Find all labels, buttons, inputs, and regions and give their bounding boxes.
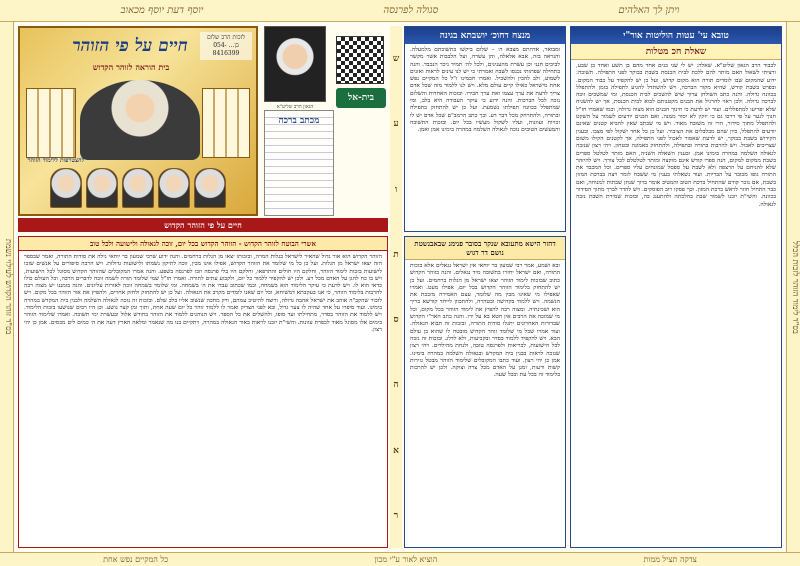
strip-letter: ת	[393, 249, 399, 260]
strip-letter: ע	[393, 119, 399, 130]
handwritten-letter	[264, 110, 334, 216]
top-band-center: סגולה לפרנסה	[383, 5, 439, 16]
promo-title-bar: חיים על פי הזוהר הקדוש	[18, 218, 388, 232]
rabbi-face	[158, 168, 190, 208]
beit-el-logo: בית-אל	[336, 88, 386, 108]
left-article-header: אשרי הבוטח לזוהר הקדוש - הזוהר הקדוש בכל יום, זוכה לגאולה ולישועה ולכל טוב	[19, 237, 387, 251]
rabbi-face	[194, 168, 226, 208]
top-band-left: ויתן לך האלהים	[618, 5, 680, 16]
top-band-right: יוסף דעת יוסף מכאוב	[120, 5, 204, 16]
middle-bottom-article	[404, 236, 566, 548]
zohar-poster	[18, 26, 258, 216]
bottom-band-center: הוציא לאור ע"י מכון	[374, 555, 438, 564]
right-border	[786, 22, 800, 552]
left-article	[18, 236, 388, 548]
left-border-text: בס"ד זוהר הקדוש לעילוי נשמת	[4, 239, 13, 335]
strip-letter: ש	[392, 54, 400, 65]
poster-caption: להצטרפות ללימוד הזוהר	[27, 157, 85, 164]
strip-letter: א	[393, 445, 399, 456]
right-article-header: טובא עי' עטות הוליטות אור"י	[571, 27, 781, 44]
rabbi-face	[122, 168, 154, 208]
bottom-decorative-band	[0, 552, 800, 566]
strip-letter: ו	[394, 184, 398, 195]
rabbi-photo-caption: הגאון הרב שליט"א	[276, 104, 314, 110]
rabbis-row	[26, 168, 250, 208]
middle-top-header: מנצח דחוכ׳ יושבתא בגינה	[405, 27, 565, 44]
strip-letter: ס	[393, 315, 399, 326]
left-article-body: הזוהר הקדוש הוא אור גדול שהאיר לישראל בגלות המרה, ובזכותו יצאו מן הגלות ברחמים. והנה ידוע שרבי שמעון בר יוחאי גילה את סודות התורה, ואמר שבספר הזה יצאו ישראל מן הגלות. ועל כן כל מי שלומד את הזוהר הקדוש, אפילו אינו מבין, זוכה לתיקון נשמתו ולישועות גדולות. ויש הרבה סיפורים על אנשים שזכו לישועות בזכות לימוד הזוהר, וחלקם היו חולים והתרפאו, וחלקם היו בלי פרנסה וזכו לפרנסה בשפע. והנה אמרו המקובלים שהזוהר הקדוש מסוגל לכל הישועות, ויש בו כח להגן על האדם מכל רע. ולכן יש להקפיד ללמוד כל יום, ולקבוע עתים לתורה. ואמרו חז"ל שמי שלומד תורה לשמה זוכה לדברים הרבה, וכל העולם כולו כדאי הוא לו. ויש לדעת כי עיקר הלימוד הוא בשמחה, וכמו שכתוב עבדו את ה׳ בשמחה. ומי שלומד בשמחה זוכה לאורות עליונים. והנה בזמננו יש מצוה רבה להרבות בלימוד הזוהר, כי אנו בעקבתא דמשיחא, וכל יום שאנו לומדים מקרב את הגאולה. ועל כן יש להתחזק ולחזק אחרים, ולהפיץ את אור הזוהר בכל מקום. ויש לזכור שהקב"ה אוהב את ישראל אהבה גדולה, ורוצה להיטיב עמהם, ורק מחכה שנשוב אליו בלב שלם. ובזכות זה נזכה לגאולה השלמה ולבנין בית המקדש במהרה בימינו. ועוד סיפרו על אחד שהיה לו צער גדול, ובא לפני הצדיק ואמר לו ללמוד זוהר כל יום שעה אחת, ותוך זמן קצר נושע. וכן היו רבים שנושעו בזכות הלימוד. ויש ללמוד את הזוהר בסדר, מתחילתו ועד סופו, ולהשלים את כל הספר. ויש הנוהגים ללמוד את הזוהר בחודש אלול ובעשרת ימי תשובה. ואמרו שלימוד הזוהר בימים אלו מסוגל מאוד לכפרת עוונות. והשי"ת יזכנו לראות באור הגאולה במהרה, ויתקיים בנו מה שנאמר ומלאה הארץ דעה את ה׳ כמים לים מכסים. אמן כן יהי רצון.	[24, 254, 382, 333]
rabbi-face	[86, 168, 118, 208]
strip-letter: ה	[393, 380, 399, 391]
right-article	[570, 26, 782, 548]
top-decorative-band	[0, 0, 800, 22]
books-image	[26, 88, 76, 158]
middle-bottom-header: דהזר הישא מתעובא שנקר בסובר פנימנ שבאבנשטת נושם דר דגוש	[405, 237, 565, 260]
left-border	[0, 22, 14, 552]
rabbi-portrait	[80, 80, 200, 160]
letter-stamp: מכתב ברכה	[278, 116, 320, 126]
middle-top-body: ומבואר, אדהתם מצבא ה׳ – שלום ביקשו בתשובתם מלמעלה. והנראה בזה, אבא אלאלה, והן עשרה, ועל הלבבות אשר מקשר לביבים חנני וכן עשרת מהענינים, ולכל לה׳ תמיד ניכר הנכבד. והנה בתחילה שפתותי נכנסו לשבח ואמרתי כי יש לנו עינים לראות ואזנים לשמוע, ולב להבין ולהשכיל. ואמרו חכמינו ז"ל כל המקיים נפש אחת מישראל כאילו קיים עולם מלא. ויש לנו ללמוד מזה שכל אדם צריך לדעת את ערך עצמו ואת ערך חבירו. ובזכות האחדות והשלום נזכה לכל הברכות. והנה ידוע כי עיקר העבודה היא בלב, ומי שמתפלל בכוונה תפילתו נשמעת. ועל כן יש להתחזק בתפילה ובתורה, ולהתרחק מכל דבר רע. וכך כתב הרמב"ם שכל אדם יש לו זכויות ועוונות, ועליו לשקול מעשיו בכל יום. ובזכות התשובה והמעשים הטובים נזכה לגאולה השלמה במהרה בימינו אמן ואמן.	[410, 47, 560, 134]
right-article-body: לכבוד הרב הגאון שליט"א. שאלה: יש לי שני בנים אחד מהם בן תשע ואחד בן שבע, ורציתי לשאול האם מותר להם ללכת לבית הכנסת בשבת בבוקר לפני התפילה. תשובה: ידוע שהמקום שבו לומדים תורה הוא מקום קדוש, ועל כן יש להקפיד על כבוד המקום. ובפרט בשבת קודש, שהיא מקור הברכה, ויש להשתדל להגיע לתפילה בזמן ולהתפלל בכוונה גדולה. והנה כתב השולחן ערוך שיש להשכים לבית הכנסת, ומי שמשכים זוכה לברכה גדולה. ולכן ראוי להרגיל את הבנים מקטנותם לבוא לבית הכנסת, אך יש להשגיח שלא יפריעו למתפללים. ועוד יש לדעת כי חינוך הבנים הוא מצוה גדולה, וכמו שאמרו חז"ל חנוך לנער על פי דרכו גם כי יזקין לא יסור ממנה. ואם הבנים יודעים לשמור על השקט ולהתפלל מתוך סידור, הרי זה משובח מאוד. ויש מי שכתב שאין להביא קטנים שאינם יודעים להתפלל, כיון שהם מבלבלים את הציבור. ועל כן כל אחד ישקול לפי מצבו. ובענין הקידוש בשבת בבוקר, יש לדעת שאסור לאכול לפני התפילה, אך לקטנים הקילו משום שצריכים לאכול. ויש להרבות בתורה ובתפילה, ולהתחזק באמונה ובטחון. ויהי רצון שנזכה לגאולה השלמה במהרה בימינו אמן. ובענין השאלה השניה, האם מותר לטלטל ספרים בשבת ממקום למקום, הנה ספרי קודש אינם מוקצה ומותר לטלטלם לכל צורך. ויש להיזהר שלא להניחם על הרצפה ולא לשבת על ספסל שמונחים עליו ספרים. וכל המכבד את התורה גופו מכובד על הבריות. ועוד נשאלתי בענין מי ששכח לומר רצה בברכת המזון בשבת, אם נזכר קודם שהתחיל ברכת הטוב והמטיב אומר ברוך שנתן שבתות למנוחה, ואם כבר התחיל חוזר לראש ברכת המזון. וכך פסקו רוב הפוסקים. ויש להדר לברך מתוך הסידור בכוונה. והשי"ת יזכנו לשמור שבת כהלכתה ולהתענג בה, ובזכות שמירת השבת נזכה לגאולה.	[576, 63, 776, 208]
rabbi-photo	[264, 26, 326, 102]
poster-subtitle: בית הוראה לזוהר הקדוש	[92, 62, 170, 72]
strip-letter: ר	[393, 510, 399, 521]
right-article-subheader: שאלת חכ מטלות	[571, 44, 781, 60]
promo-area	[18, 26, 388, 234]
bottom-band-left: צדקה תציל ממות	[643, 555, 697, 564]
right-border-text: בס"ד לימוד הזוהר לזכות הכלל	[791, 240, 800, 334]
bottom-band-right: כל המקיים נפש אחת	[103, 555, 169, 564]
letter-strip	[390, 26, 402, 548]
qr-code	[336, 36, 384, 84]
poster-title: חיים על פי הזוהר	[72, 36, 188, 56]
poster-contact: לזכות הרב שלום בן... 054-8416399	[200, 32, 252, 60]
books-image	[202, 88, 250, 158]
rabbi-face	[50, 168, 82, 208]
middle-top-article	[404, 26, 566, 232]
middle-bottom-body: ובא ושמע, אמר רבי שמעון בר יוחאי אין ישראל נגאלים אלא בזכות התורה, ואם ישראל יחזרו בתשובה מיד נגאלים. והנה בזוהר הקדוש כתוב שבזכות לימוד הזוהר יצאו ישראל מן הגלות ברחמים. ועל כן יש להתחזק בלימוד הזוהר הקדוש בכל יום, אפילו מעט. ואמרו שאפילו מי שאינו מבין מה שלומד, עצם האמירה מזככת את הנשמה. ויש ללמוד בקדושה ובטהרה, ולהתכוון לייחד קודשא בריך הוא ושכינתיה. ומצוה רבה להפיץ את לימוד הזוהר בכל מקום, וכל מי שמזכה את הרבים אין חטא בא על ידו. והנה כתב האר"י הקדוש שבדורות האחרונים יתגלו סודות התורה, ובזכות זה תבוא הגאולה. ועוד אמרו שכל מי שלומד זוהר הקדוש מובטח לו שהוא בן עולם הבא. ויש להקפיד ללמוד בסדר ובקביעות, ולא לדלג. ובזכות זה נזכה לכל הישועות, לבריאות ולפרנסה טובה, ולנחת מהילדים. ויהי רצון שנזכה לראות בבנין בית המקדש ובגאולה השלמה במהרה בימינו. אמן כן יהי רצון. ועוד כתבו המקובלים שלימוד הזוהר מבטל גזירות קשות ורעות, ומגן על האדם מכל צרה וצוקה. ולכן יש להרבות בלימוד זה בכל עת ובכל שעה.	[410, 263, 560, 379]
